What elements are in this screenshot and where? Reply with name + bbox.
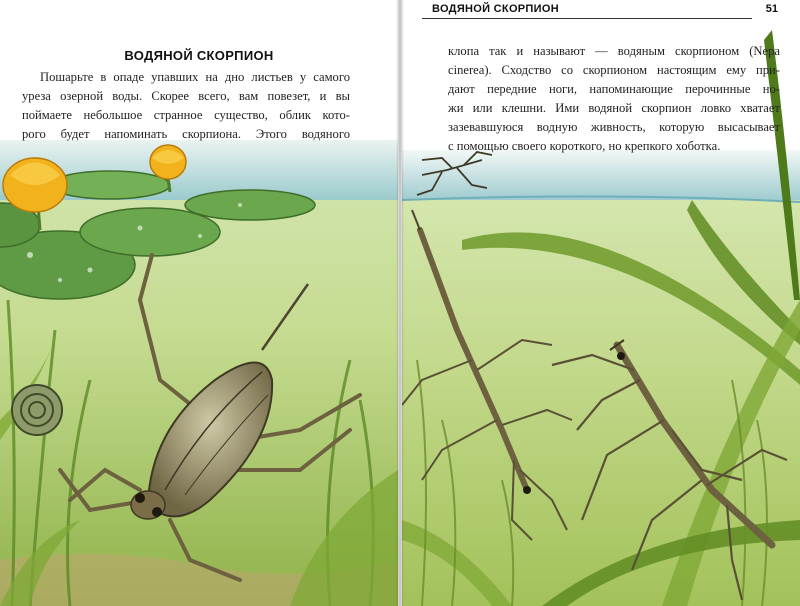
text-line: поймаете небольшое странное существо, облик кото-	[22, 108, 350, 122]
text-line: клопа так и называют — водяным скорпионом (Nepa	[448, 44, 780, 58]
page-number: 51	[765, 3, 778, 15]
left-page	[0, 0, 398, 606]
header-rule	[422, 18, 752, 19]
running-head-title: ВОДЯНОЙ СКОРПИОН	[432, 3, 559, 15]
right-paragraph	[448, 42, 780, 156]
right-page	[402, 0, 800, 606]
text-line: дают передние ноги, напоминающие перочинные но-	[448, 82, 780, 96]
left-paragraph	[22, 68, 350, 144]
text-line: уреза озерной воды. Скорее всего, вам повезет, и вы	[22, 89, 350, 103]
text-line: cinerea). Сходство со скорпионом настоящим ему при-	[448, 63, 780, 77]
text-line: рого будет напоминать скорпиона. Этого водяного	[22, 127, 350, 141]
text-line: с помощью своего короткого, но крепкого хоботка.	[448, 139, 721, 153]
text-line: Пошарьте в опаде упавших на дно листьев у самого	[40, 70, 350, 84]
snail	[12, 385, 62, 435]
text-line: жи или клешни. Ими водяной скорпион ловко хватает	[448, 101, 780, 115]
book-gutter	[396, 0, 404, 606]
section-title: ВОДЯНОЙ СКОРПИОН	[124, 48, 274, 63]
running-header	[402, 0, 800, 20]
text-line: зазевавшуюся водную живность, которую высасывает	[448, 120, 780, 134]
